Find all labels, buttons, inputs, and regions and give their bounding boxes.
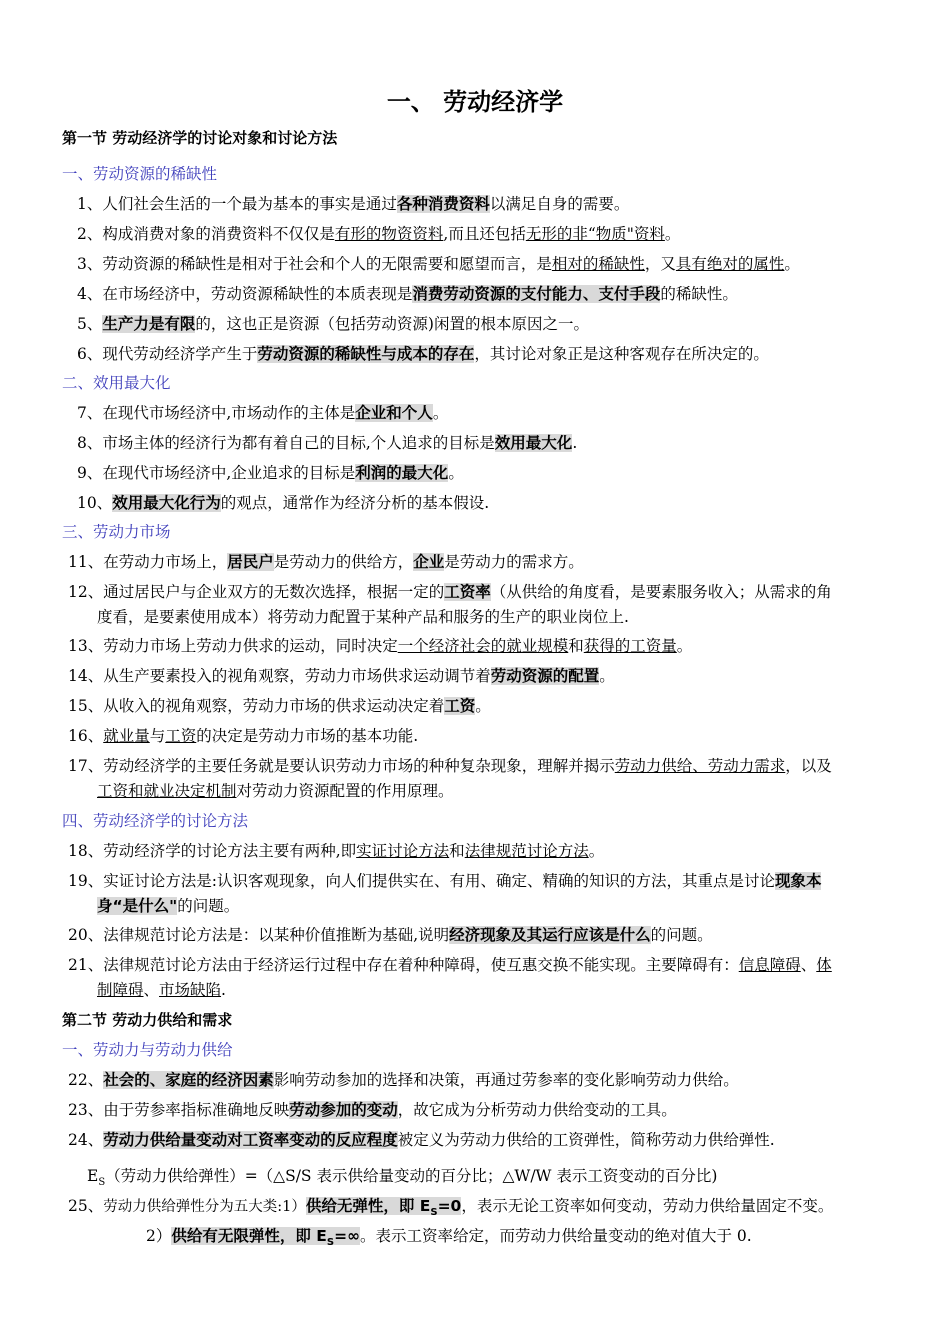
list-item-24: 24、劳动力供给量变动对工资率变动的反应程度被定义为劳动力供给的工资弹性，简称劳动力供给弹性.: [68, 1131, 775, 1149]
list-item-20: 20、法律规范讨论方法是：以某种价值推断为基础,说明经济现象及其运行应该是什么的问题。: [68, 926, 713, 944]
subsection-heading: 二、效用最大化: [62, 374, 171, 392]
subsection-heading: 四、劳动经济学的讨论方法: [62, 812, 249, 830]
list-item-11: 11、在劳动力市场上，居民户是劳动力的供给方，企业是劳动力的需求方。: [68, 553, 584, 571]
list-item-10: 10、效用最大化行为的观点，通常作为经济分析的基本假设.: [77, 494, 490, 512]
list-item-4: 4、在市场经济中，劳动资源稀缺性的本质表现是消费劳动资源的支付能力、支付手段的稀缺性。: [77, 285, 738, 303]
subsection-heading: 三、劳动力市场: [62, 523, 171, 541]
list-item-19: 19、实证讨论方法是:认识客观现象，向人们提供实在、有用、确定、精确的知识的方法，其重点是讨论现象本: [68, 872, 822, 890]
list-item-13: 13、劳动力市场上劳动力供求的运动，同时决定一个经济社会的就业规模和获得的工资量。: [68, 637, 693, 655]
list-item-21-continued: 制障碍、市场缺陷.: [97, 981, 226, 999]
subsection-heading: 一、劳动资源的稀缺性: [62, 165, 218, 183]
subsection-heading: 一、劳动力与劳动力供给: [62, 1041, 233, 1059]
elasticity-formula: $E_S$（劳动力供给弹性）=（△S/S 表示供给量变动的百分比；△W/W 表示工资变动的百分比): [87, 1167, 718, 1189]
list-item-21: 21、法律规范讨论方法由于经济运行过程中存在着种种障碍，使互惠交换不能实现。主要障碍有：信息障碍、体: [68, 956, 832, 974]
list-item-25-part-2: 2）供给有无限弹性，即 $E_S=\infty$。表示工资率给定，而劳动力供给量变动的绝对值大于 0.: [146, 1227, 752, 1249]
list-item-23: 23、由于劳参率指标准确地反映劳动参加的变动，故它成为分析劳动力供给变动的工具。: [68, 1101, 677, 1119]
list-item-12: 12、通过居民户与企业双方的无数次选择，根据一定的工资率（从供给的角度看，是要素服务收入；从需求的角: [68, 583, 832, 601]
list-item-18: 18、劳动经济学的讨论方法主要有两种,即实证讨论方法和法律规范讨论方法。: [68, 842, 605, 860]
list-item-12-continued: 度看，是要素使用成本）将劳动力配置于某种产品和服务的生产的职业岗位上.: [97, 608, 629, 626]
list-item-19-continued: 身“是什么"的问题。: [97, 897, 240, 915]
section-heading-1: 第一节 劳动经济学的讨论对象和讨论方法: [62, 129, 338, 147]
list-item-1: 1、人们社会生活的一个最为基本的事实是通过各种消费资料以满足自身的需要。: [77, 195, 630, 213]
list-item-3: 3、劳动资源的稀缺性是相对于社会和个人的无限需要和愿望而言，是相对的稀缺性，又具有绝对的属性。: [77, 255, 800, 273]
list-item-5: 5、生产力是有限的，这也正是资源（包括劳动资源)闲置的根本原因之一。: [77, 315, 589, 333]
list-item-2: 2、构成消费对象的消费资料不仅仅是有形的物资资料,而且还包括无形的非“物质"资料。: [77, 225, 681, 243]
list-item-9: 9、在现代市场经济中,企业追求的目标是利润的最大化。: [77, 464, 464, 482]
list-item-16: 16、就业量与工资的决定是劳动力市场的基本功能.: [68, 727, 419, 745]
list-item-25: 25、劳动力供给弹性分为五大类:1）供给无弹性，即 $E_S=0$，表示无论工资率如何变动，劳动力供给量固定不变。: [68, 1197, 834, 1219]
list-item-8: 8、市场主体的经济行为都有着自己的目标,个人追求的目标是效用最大化.: [77, 434, 578, 452]
document-title: 一、 劳动经济学: [386, 88, 564, 116]
list-item-7: 7、在现代市场经济中,市场动作的主体是企业和个人。: [77, 404, 449, 422]
list-item-15: 15、从收入的视角观察，劳动力市场的供求运动决定着工资。: [68, 697, 491, 715]
list-item-14: 14、从生产要素投入的视角观察，劳动力市场供求运动调节着劳动资源的配置。: [68, 667, 615, 685]
list-item-17-continued: 工资和就业决定机制对劳动力资源配置的作用原理。: [97, 782, 454, 800]
list-item-22: 22、社会的、家庭的经济因素影响劳动参加的选择和决策，再通过劳参率的变化影响劳动力供给。: [68, 1071, 739, 1089]
section-heading-2: 第二节 劳动力供给和需求: [62, 1011, 233, 1029]
list-item-6: 6、现代劳动经济学产生于劳动资源的稀缺性与成本的存在，其讨论对象正是这种客观存在所决定的。: [77, 345, 769, 363]
list-item-17: 17、劳动经济学的主要任务就是要认识劳动力市场的种种复杂现象，理解并揭示劳动力供给、劳动力需求，以及: [68, 757, 832, 775]
